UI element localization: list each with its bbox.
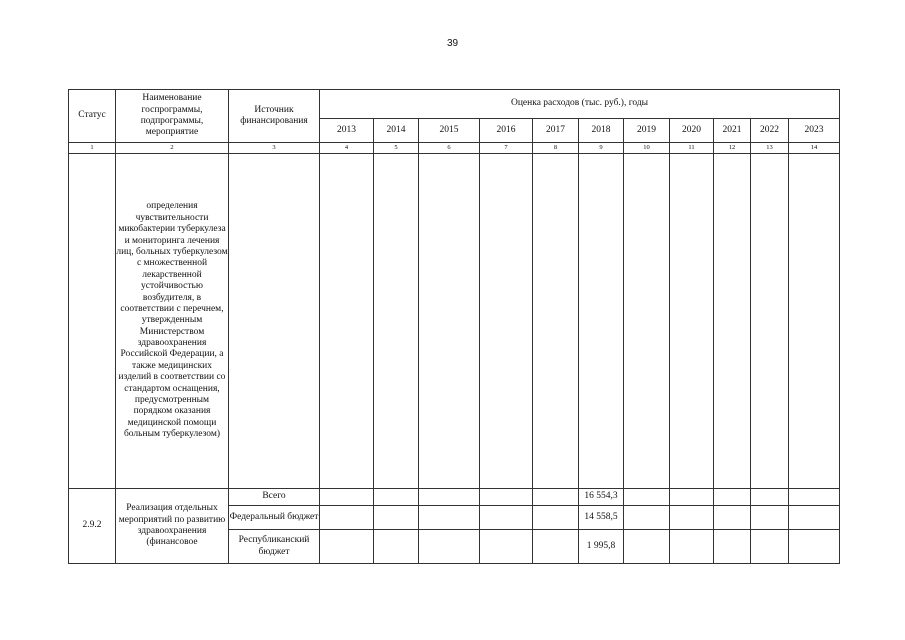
value-2018: 14 558,5	[579, 506, 624, 530]
header-year: 2016	[480, 119, 533, 143]
funding-source: Республиканский бюджет	[229, 530, 320, 564]
measure-code: 2.9.2	[69, 489, 116, 564]
header-year: 2020	[670, 119, 714, 143]
column-number: 1	[69, 143, 116, 154]
column-number: 12	[714, 143, 751, 154]
header-year: 2014	[374, 119, 419, 143]
column-number: 14	[789, 143, 840, 154]
table-row	[69, 489, 840, 506]
header-year: 2023	[789, 119, 840, 143]
column-number: 7	[480, 143, 533, 154]
column-number: 5	[374, 143, 419, 154]
measure-name: Реализация отдельных мероприятий по развитию здравоохранения (финансовое	[116, 489, 229, 564]
column-number: 4	[320, 143, 374, 154]
header-year: 2015	[419, 119, 480, 143]
table-row	[69, 154, 840, 489]
header-year: 2017	[533, 119, 579, 143]
column-number: 6	[419, 143, 480, 154]
header-status: Статус	[69, 90, 116, 143]
column-number: 2	[116, 143, 229, 154]
column-number: 3	[229, 143, 320, 154]
column-number: 13	[751, 143, 789, 154]
column-number: 10	[624, 143, 670, 154]
budget-table	[68, 89, 840, 564]
continued-measure-name: определения чувствительности микобактерии туберкулеза и мониторинга лечения лиц, больных туберкулезом с множественной лекарственной устойчивостью возбудителя, в соответствии с перечнем, утвержденным Министерством здравоохранения Российской Федерации, а также медицинских изделий в соответствии со стандартом оснащения, предусмотренным порядком оказания медицинской помощи больным туберкулезом)	[116, 154, 229, 489]
funding-source: Всего	[229, 489, 320, 506]
header-year: 2021	[714, 119, 751, 143]
header-year: 2019	[624, 119, 670, 143]
header-year: 2022	[751, 119, 789, 143]
column-number: 9	[579, 143, 624, 154]
source-cell	[229, 154, 320, 489]
value-2018: 16 554,3	[579, 489, 624, 506]
header-source: Источник финансирования	[229, 90, 320, 143]
column-number: 8	[533, 143, 579, 154]
column-number: 11	[670, 143, 714, 154]
funding-source: Федеральный бюджет	[229, 506, 320, 530]
page-number: 39	[446, 38, 459, 49]
header-name: Наименование госпрограммы, подпрограммы, мероприятие	[116, 90, 229, 143]
header-year: 2013	[320, 119, 374, 143]
header-year: 2018	[579, 119, 624, 143]
header-cost: Оценка расходов (тыс. руб.), годы	[320, 90, 840, 119]
status-cell	[69, 154, 116, 489]
value-2018: 1 995,8	[579, 530, 624, 564]
